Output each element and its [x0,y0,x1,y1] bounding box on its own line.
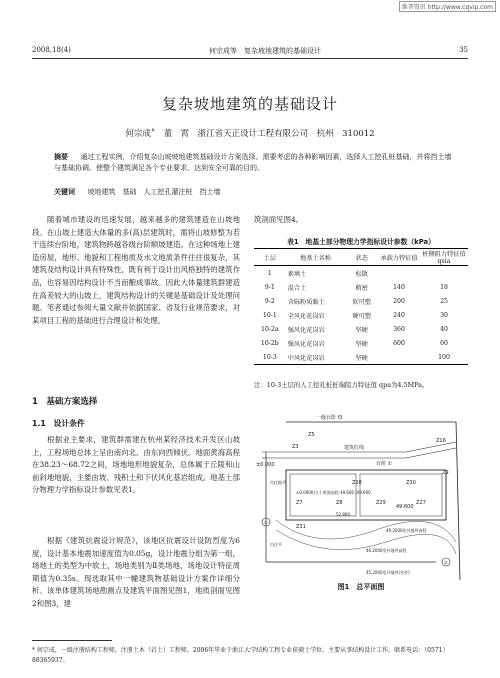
running-title: 何宗成等 复杂坡地建筑的基础设计 [208,47,321,55]
table-row [254,294,468,308]
table-cell: 强风化花岗岩 [287,326,325,334]
table-cell: 10-2b [260,339,279,347]
table-cell: 松散 [355,270,368,278]
table-cell: 200 [393,297,405,305]
table-cell: 中风化花岗岩 [287,354,325,362]
table-body [254,266,468,365]
elevation-label: 49.600 [396,504,414,510]
table-cell: 硬可塑 [352,312,371,320]
table-cell: 18 [440,283,448,291]
right-col-intro: 筑剖面见图4。 [254,215,304,224]
table-row [254,336,468,350]
author-line: 何宗成˚ 董 霄 浙江省天正设计工程有限公司 杭州 310012 [125,129,375,139]
table-cell: 坚硬 [355,326,368,334]
site-boundary-line [286,422,460,580]
table-header-row [254,249,468,266]
table-cell: 1 [267,269,272,277]
abstract-label: 摘要 [54,153,68,161]
paper-title: 复杂坡地建筑的基础设计 [161,95,338,113]
table-cell [420,266,468,281]
table-cell: 40 [440,325,448,333]
table-cell: 9-1 [264,283,275,291]
table-cell: 10-1 [262,311,277,319]
footnote-rule [32,640,112,641]
table-cell: 140 [393,283,405,291]
node-label: Z7 [296,500,303,506]
building-wing [290,474,356,516]
site-plan-figure [256,412,468,580]
node-label: Z28 [352,480,362,486]
design-conditions-paragraph: 根据业主要求，建筑群需建在杭州某经济技术开发区山坡上，工程场地总体上呈由南向北、由东向西倾伏。地面黄海高程在38.23～68.72之间，场地地形地貌复杂，总体属于丘陵和山前斜地地貌，主要由坡、残积土和下伏风化基岩组成。地基土部分物理力学指标设计参数见表1。 [32,435,240,495]
road-label: 建筑红线 [344,445,365,451]
table-header-cell: 桩侧阻力特征值 qsia [422,251,466,265]
table-row [254,280,468,294]
seismic-paragraph: 根据《建筑抗震设计规范》，该地区抗震设计设防烈度为6度，设计基本地震加速度值为0.05g，设计地震分组为第一组，场地土的类型为中软土，场地类别为Ⅱ类场地，场地设计特征周期值为0.35s。现选取其中一幢建筑物基础设计方案作详细分析。该单体建筑场地勘测点及建筑平面图见图1，地质剖面见图2和图3，建 [32,536,240,608]
table-cell: 25 [440,297,448,305]
abstract [54,152,454,173]
node-label: Z29 [376,500,386,506]
table-header-cell: 状态 [355,254,368,262]
table-cell: 60 [440,339,448,347]
table-row [254,308,468,322]
top-label: 一级台阶 f3 [316,415,343,421]
axis-label: ② [444,560,448,565]
elevation-label: ±0.000相当于黄海高程 49.600 |49.600 [296,490,371,495]
table-cell: 混合土 [287,284,307,292]
table-cell: 素填土 [287,270,307,278]
node-label: Z9 [442,470,449,476]
elevation-label: 46.2000室外地坪高程 [366,548,407,553]
node-label: Z8 [336,500,343,506]
node-label: Z27 [416,500,426,506]
keywords-label: 关键词 [54,188,75,196]
table-cell: 30 [440,311,448,319]
table-cell: 软可塑 [352,298,371,306]
table-header-cell: 承载力特征值 [380,254,418,262]
table-cell [378,350,420,365]
elevation-label: ±0.000 [256,462,275,468]
dimension-label: 52.800 [336,512,350,517]
abstract-text: 通过工程实例，介绍复杂山坡坡地建筑基础设计方案选择。需要考虑的各种影响因素，选择人工挖孔桩基础，并将挡土墙与基础协调。使整个建筑满足各个专业要求，达到安全可靠的目的。 [54,153,452,172]
page-header [32,46,468,56]
table-cell: 强风化花岗岩 [287,340,325,348]
table-row [254,266,468,281]
table-cell: 240 [393,311,405,319]
node-label: Z16 [436,438,446,444]
platform-label: 台阶 ① [376,461,393,467]
table-row [254,322,468,336]
axis-label: ① [264,520,268,525]
table-cell: 全风化花岗岩 [287,312,325,320]
table-header-cell: 地基土名称 [300,254,331,262]
keywords [54,187,454,197]
node-label: Z31 [296,524,306,530]
table-cell [378,266,420,281]
table-cell: 10-3 [262,353,277,361]
page-number: 35 [459,46,468,54]
table-cell: 稍密 [355,284,368,292]
table-cell: 含砾粉质黏土 [287,298,325,306]
header-rule [32,58,468,59]
table-cell: 600 [393,339,405,347]
issue-number: 2008,18(4) [32,46,71,54]
table-cell: 100 [438,353,450,361]
section-1-1-heading: 1.1 设计条件 [32,419,85,428]
figure-caption: 图1 总平面图 [337,583,385,591]
elevation-label: 49.2000室外地坪高程 [386,528,427,533]
table-row [254,350,468,365]
soil-parameters-table [254,248,468,365]
building-footprint [286,470,446,520]
table-cell: 10-2a [261,325,279,333]
table-note: 注：10-3土层的人工挖孔桩桩端阻力特征值 qpa为4.5MPa。 [254,381,429,389]
node-label: Z30 [406,480,416,486]
watermark: 维普资讯 http://www.cqvip.com [399,1,496,12]
lower-label: 内注平 [270,542,282,547]
table-cell: 9-2 [264,297,275,305]
author-footnote: * 何宗成，一级注册结构工程师，注册土木（岩土）工程师。2006年毕业于浙江大学结构工程专业获硕士学位。主要从事结构设计工作。联系电话：（0571）88365937。 [32,647,449,664]
table-caption: 表1 地基土部分物理力学指标设计参数（kPa） [287,238,435,246]
table-cell: 坚硬 [355,354,368,362]
left-note: 内注地平 [270,480,286,485]
elevation-label: 45.2000室外地坪(室外) [366,570,410,575]
table-cell: 坚硬 [355,340,368,348]
table-cell: 360 [393,325,405,333]
node-label: Z3 [292,444,299,450]
intro-paragraph: 随着城市建设的迅速发展，越来越多的建筑建造在山坡地段。在山坡上建造大体量的多(高)层建筑时，需将山坡修整为若干连续台阶地，建筑物跨越各级台阶顺坡建造。在这种场地上建造房屋，地形、地貌和工程地质及水文地质条件往往很复杂，其建筑及结构设计具有特殊性，既有利于设计出风格独特的建筑作品，也容易因结构设计不当而酿成事故。因此大体量建筑群建造在高差较大的山坡上，建筑结构设计的关键是基础设计及处理问题。笔者通过参阅大量文献并依据国家、省及行业规范要求，对某项目工程的基础进行合理设计和处理。 [32,215,240,325]
table-header-cell: 土层 [263,254,277,262]
node-label: Z5 [308,432,315,438]
section-1-heading: 1 基础方案选择 [32,397,98,407]
keywords-text: 坡地建筑 基础 人工挖孔灌注桩 挡土墙 [87,188,221,196]
